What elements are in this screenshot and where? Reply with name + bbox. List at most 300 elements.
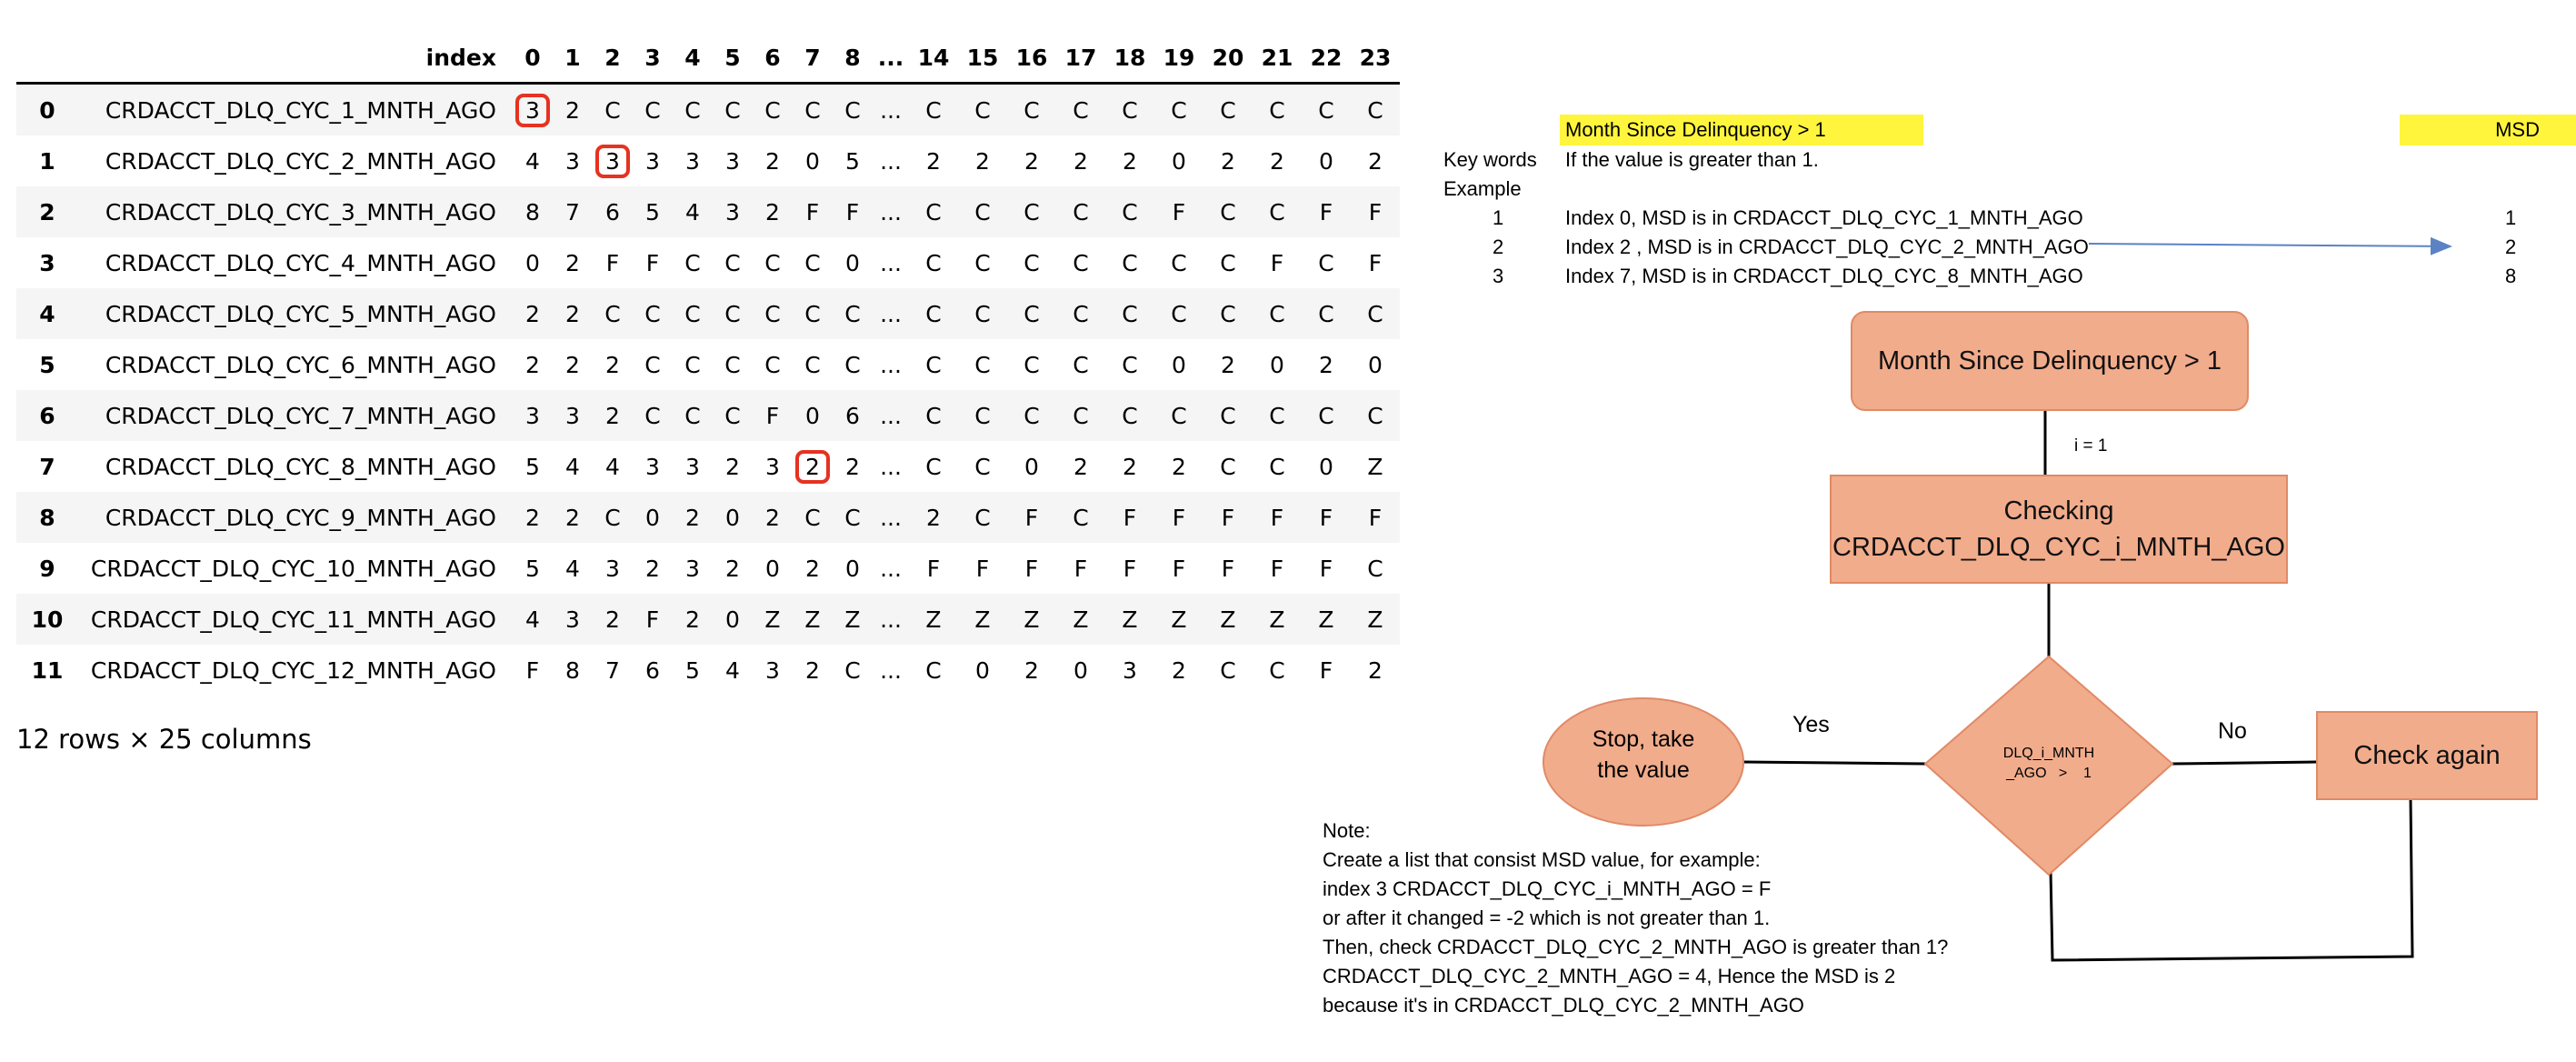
note-line: index 3 CRDACCT_DLQ_CYC_i_MNTH_AGO = F — [1323, 877, 1772, 900]
table-cell: 2 — [725, 555, 740, 582]
table-cell: C — [804, 300, 821, 327]
column-header: 16 — [1007, 33, 1056, 84]
row-label: CRDACCT_DLQ_CYC_8_MNTH_AGO — [105, 453, 496, 480]
table-cell: C — [1073, 402, 1089, 429]
table-cell: 8 — [565, 656, 580, 684]
table-cell: C — [1023, 300, 1040, 327]
table-cell: C — [764, 300, 781, 327]
row-index: 3 — [39, 249, 55, 276]
table-cell: F — [1024, 504, 1039, 531]
table-cell: 0 — [1270, 351, 1284, 378]
table-cell: 6 — [645, 656, 660, 684]
example-arrow — [2089, 244, 2451, 246]
table-cell: 3 — [1123, 656, 1137, 684]
cell-value: 2 — [795, 450, 830, 484]
table-cell: C — [1171, 96, 1187, 124]
table-cell: C — [1073, 249, 1089, 276]
table-cell: 2 — [645, 555, 660, 582]
table-cell: 4 — [525, 606, 540, 633]
table-cell: 8 — [525, 198, 540, 225]
table-cell: C — [684, 402, 701, 429]
table-cell: 0 — [645, 504, 660, 531]
yes-label: Yes — [1792, 712, 1830, 737]
table-cell: C — [844, 96, 861, 124]
row-label: CRDACCT_DLQ_CYC_9_MNTH_AGO — [105, 504, 496, 531]
table-cell: F — [645, 249, 660, 276]
table-cell: 2 — [1172, 453, 1186, 480]
table-cell: C — [1269, 453, 1285, 480]
table-cell: 2 — [1024, 656, 1039, 684]
row-label: CRDACCT_DLQ_CYC_5_MNTH_AGO — [105, 300, 496, 327]
example-msd: 2 — [2505, 235, 2517, 258]
table-cell: C — [644, 300, 661, 327]
table-cell: F — [1270, 249, 1284, 276]
table-cell: 7 — [565, 198, 580, 225]
table-cell: C — [644, 351, 661, 378]
table-cell: 2 — [1123, 453, 1137, 480]
table-cell: C — [974, 198, 991, 225]
row-index: 1 — [39, 147, 55, 175]
table-cell: C — [1073, 504, 1089, 531]
table-cell: 4 — [525, 147, 540, 175]
table-cell: Z — [804, 606, 821, 633]
example-text: Index 0, MSD is in CRDACCT_DLQ_CYC_1_MNTH_AGO — [1565, 206, 2083, 229]
column-header: ... — [873, 33, 909, 84]
table-cell: F — [926, 555, 941, 582]
row-label: CRDACCT_DLQ_CYC_6_MNTH_AGO — [105, 351, 496, 378]
table-cell: 2 — [805, 656, 820, 684]
table-cell: C — [724, 351, 741, 378]
table-cell: 0 — [1073, 656, 1088, 684]
table-cell: 0 — [725, 504, 740, 531]
table-cell: C — [604, 300, 621, 327]
table-cell: C — [844, 300, 861, 327]
table-cell: F — [605, 249, 620, 276]
table-cell: C — [1318, 96, 1334, 124]
table-cell: 3 — [685, 555, 700, 582]
table-cell: C — [1220, 656, 1236, 684]
table-cell: ... — [880, 453, 902, 480]
table-cell: C — [804, 249, 821, 276]
table-cell: 3 — [565, 402, 580, 429]
table-cell: C — [1023, 198, 1040, 225]
column-header: 17 — [1056, 33, 1105, 84]
cell-value: 3 — [515, 94, 550, 127]
table-cell: F — [1319, 504, 1333, 531]
table-cell: F — [525, 656, 540, 684]
table-cell: 2 — [1221, 147, 1235, 175]
table-cell: C — [925, 96, 942, 124]
table-cell: C — [1073, 198, 1089, 225]
table-cell: 2 — [685, 504, 700, 531]
row-label: CRDACCT_DLQ_CYC_12_MNTH_AGO — [90, 656, 496, 684]
table-cell: C — [974, 453, 991, 480]
table-cell: C — [925, 453, 942, 480]
table-cell: C — [974, 96, 991, 124]
table-cell: 2 — [605, 402, 620, 429]
column-header: 1 — [553, 33, 593, 84]
table-cell: 5 — [525, 555, 540, 582]
table-cell: 2 — [1073, 147, 1088, 175]
table-cell: 2 — [1024, 147, 1039, 175]
table-cell: C — [1318, 300, 1334, 327]
row-index: 4 — [39, 300, 55, 327]
column-header: 18 — [1105, 33, 1154, 84]
yes-line — [1743, 762, 1925, 764]
table-cell: C — [1171, 300, 1187, 327]
table-cell: 0 — [1172, 147, 1186, 175]
table-cell: ... — [880, 504, 902, 531]
table-cell: 2 — [1368, 147, 1383, 175]
table-cell: 3 — [765, 453, 780, 480]
table-cell: Z — [925, 606, 942, 633]
stop-node-label — [1543, 724, 1743, 786]
table-cell: Z — [974, 606, 991, 633]
table-cell: F — [1172, 198, 1186, 225]
table-cell: C — [1220, 249, 1236, 276]
table-cell: 2 — [565, 249, 580, 276]
table-cell: 4 — [565, 555, 580, 582]
example-msd: 1 — [2505, 206, 2517, 229]
table-cell: ... — [880, 402, 902, 429]
table-cell: C — [724, 300, 741, 327]
table-cell: 2 — [1319, 351, 1333, 378]
table-cell: 4 — [685, 198, 700, 225]
table-cell: F — [975, 555, 990, 582]
row-label: CRDACCT_DLQ_CYC_7_MNTH_AGO — [105, 402, 496, 429]
table-cell: 3 — [725, 147, 740, 175]
table-cell: 0 — [805, 402, 820, 429]
table-cell: C — [1122, 96, 1138, 124]
table-cell: F — [1123, 555, 1137, 582]
table-cell: Z — [1023, 606, 1040, 633]
table-cell: 3 — [645, 453, 660, 480]
table-cell: 3 — [685, 147, 700, 175]
table-cell: 2 — [565, 504, 580, 531]
row-index: 10 — [31, 606, 64, 633]
row-index: 7 — [39, 453, 55, 480]
table-cell: C — [684, 300, 701, 327]
table-cell: 3 — [725, 198, 740, 225]
table-cell: 0 — [1319, 453, 1333, 480]
row-label: CRDACCT_DLQ_CYC_3_MNTH_AGO — [105, 198, 496, 225]
table-cell: C — [925, 351, 942, 378]
table-cell: Z — [1122, 606, 1138, 633]
table-cell: 6 — [845, 402, 860, 429]
table-cell: F — [805, 198, 820, 225]
table-cell: C — [1220, 402, 1236, 429]
example-text: Index 2 , MSD is in CRDACCT_DLQ_CYC_2_MNTH_AGO — [1565, 235, 2089, 258]
column-header: 2 — [593, 33, 633, 84]
table-cell: 3 — [605, 555, 620, 582]
table-cell: C — [844, 351, 861, 378]
note-line: Note: — [1323, 819, 1371, 842]
table-cell: F — [845, 198, 860, 225]
table-cell: C — [804, 96, 821, 124]
table-cell: C — [764, 96, 781, 124]
table-cell: 3 — [645, 147, 660, 175]
note-line: or after it changed = -2 which is not greater than 1. — [1323, 907, 1771, 929]
decision-label — [2000, 744, 2098, 784]
table-cell: 2 — [725, 453, 740, 480]
table-cell: C — [724, 249, 741, 276]
table-cell: 4 — [725, 656, 740, 684]
table-cell: 3 — [525, 402, 540, 429]
table-cell: C — [684, 249, 701, 276]
table-cell: 2 — [525, 504, 540, 531]
note-line: because it's in CRDACCT_DLQ_CYC_2_MNTH_AGO — [1323, 994, 1804, 1017]
table-cell: 2 — [525, 351, 540, 378]
table-cell: ... — [880, 300, 902, 327]
table-cell: 2 — [1368, 656, 1383, 684]
table-cell: 0 — [805, 147, 820, 175]
table-cell: C — [1023, 351, 1040, 378]
stop-line1: Stop, take — [1592, 726, 1695, 752]
row-index: 11 — [31, 656, 64, 684]
column-header: 3 — [633, 33, 673, 84]
example-number: 1 — [1493, 206, 1504, 229]
check-node — [1830, 475, 2288, 584]
table-cell: F — [1319, 198, 1333, 225]
table-cell: 2 — [1073, 453, 1088, 480]
table-cell: ... — [880, 198, 902, 225]
table-cell: C — [1023, 402, 1040, 429]
column-header: 8 — [833, 33, 873, 84]
table-cell: C — [1122, 402, 1138, 429]
table-cell: C — [974, 504, 991, 531]
check-again-label: Check again — [2353, 740, 2501, 770]
table-cell: C — [684, 96, 701, 124]
note-line: Create a list that consist MSD value, for example: — [1323, 848, 1761, 871]
shape-note: 12 rows × 25 columns — [16, 724, 312, 755]
table-cell: C — [644, 402, 661, 429]
table-cell: 4 — [605, 453, 620, 480]
table-cell: F — [1368, 504, 1383, 531]
decision-line1: DLQ_i_MNTH — [2002, 746, 2095, 761]
table-cell: F — [1319, 555, 1333, 582]
table-cell: C — [1220, 96, 1236, 124]
table-cell: C — [974, 351, 991, 378]
table-cell: Z — [844, 606, 861, 633]
table-cell: F — [1024, 555, 1039, 582]
row-label: CRDACCT_DLQ_CYC_2_MNTH_AGO — [105, 147, 496, 175]
table-cell: C — [974, 402, 991, 429]
table-cell: C — [925, 198, 942, 225]
table-cell: F — [1073, 555, 1088, 582]
table-cell: 2 — [605, 351, 620, 378]
table-cell: ... — [880, 656, 902, 684]
table-cell: 2 — [605, 606, 620, 633]
row-index: 2 — [39, 198, 55, 225]
table-cell: C — [1073, 351, 1089, 378]
table-cell: 2 — [1123, 147, 1137, 175]
column-header: 6 — [753, 33, 793, 84]
table-cell: 2 — [975, 147, 990, 175]
table-cell: C — [1269, 656, 1285, 684]
table-cell: C — [925, 402, 942, 429]
table-cell: 2 — [926, 147, 941, 175]
row-index: 6 — [39, 402, 55, 429]
table-cell: 2 — [685, 606, 700, 633]
table-cell: C — [1122, 249, 1138, 276]
column-header: 4 — [673, 33, 713, 84]
table-cell: C — [1318, 402, 1334, 429]
stop-line2: the value — [1597, 757, 1690, 783]
check-node-line2: CRDACCT_DLQ_CYC_i_MNTH_AGO — [1832, 533, 2285, 562]
table-cell: 3 — [565, 606, 580, 633]
table-cell: Z — [764, 606, 781, 633]
row-label: CRDACCT_DLQ_CYC_4_MNTH_AGO — [105, 249, 496, 276]
table-cell: 2 — [765, 198, 780, 225]
start-node-label: Month Since Delinquency > 1 — [1877, 346, 2222, 376]
table-cell: Z — [1269, 606, 1285, 633]
table-cell: 3 — [685, 453, 700, 480]
table-cell: C — [1122, 300, 1138, 327]
column-header: 0 — [513, 33, 553, 84]
table-cell: C — [1220, 300, 1236, 327]
table-cell: F — [1172, 504, 1186, 531]
table-cell: C — [724, 402, 741, 429]
table-cell: 0 — [845, 249, 860, 276]
table-cell: C — [974, 300, 991, 327]
table-cell: C — [764, 249, 781, 276]
column-header: 21 — [1253, 33, 1302, 84]
table-cell: C — [1122, 198, 1138, 225]
table-cell: F — [1368, 198, 1383, 225]
table-cell: ... — [880, 249, 902, 276]
check-again-node — [2316, 711, 2538, 800]
example-label: Example — [1443, 177, 1522, 200]
keywords-text: If the value is greater than 1. — [1565, 148, 1819, 171]
table-cell: F — [1270, 504, 1284, 531]
row-index: 9 — [39, 555, 55, 582]
table-cell: F — [765, 402, 780, 429]
table-cell: 2 — [765, 504, 780, 531]
example-msd: 8 — [2505, 265, 2517, 287]
column-header: 19 — [1154, 33, 1203, 84]
table-cell: C — [1269, 198, 1285, 225]
table-cell: C — [604, 96, 621, 124]
cell-value: 3 — [595, 145, 630, 178]
row-index: 5 — [39, 351, 55, 378]
table-cell: 0 — [975, 656, 990, 684]
table-cell: ... — [880, 147, 902, 175]
table-cell: C — [844, 656, 861, 684]
table-cell: 2 — [926, 504, 941, 531]
table-cell: C — [1220, 453, 1236, 480]
column-header: 23 — [1351, 33, 1400, 84]
table-cell: 0 — [845, 555, 860, 582]
table-cell: F — [1368, 249, 1383, 276]
table-cell: 2 — [565, 351, 580, 378]
table-cell: F — [1319, 656, 1333, 684]
table-cell: C — [1171, 249, 1187, 276]
table-cell: 5 — [525, 453, 540, 480]
table-cell: 2 — [525, 300, 540, 327]
table-cell: C — [804, 504, 821, 531]
table-cell: C — [1023, 96, 1040, 124]
table-cell: C — [764, 351, 781, 378]
table-cell: C — [1269, 300, 1285, 327]
table-cell: F — [1221, 555, 1235, 582]
note-line: CRDACCT_DLQ_CYC_2_MNTH_AGO = 4, Hence the MSD is 2 — [1323, 965, 1896, 987]
table-cell: C — [1171, 402, 1187, 429]
table-cell: 7 — [605, 656, 620, 684]
example-number: 3 — [1493, 265, 1504, 287]
table-cell: 0 — [725, 606, 740, 633]
start-node — [1851, 311, 2249, 411]
table-cell: 3 — [765, 656, 780, 684]
table-cell: C — [604, 504, 621, 531]
table-cell: 2 — [845, 453, 860, 480]
index-header: index — [78, 33, 513, 84]
column-header: 7 — [793, 33, 833, 84]
row-index: 0 — [39, 96, 55, 124]
column-header: 20 — [1203, 33, 1253, 84]
table-cell: C — [1367, 555, 1383, 582]
table-cell: 2 — [565, 300, 580, 327]
example-number: 2 — [1493, 235, 1504, 258]
note-block — [1323, 817, 1948, 1020]
column-header: 5 — [713, 33, 753, 84]
column-header: 15 — [958, 33, 1007, 84]
table-cell: C — [1367, 96, 1383, 124]
table-cell: C — [1269, 96, 1285, 124]
table-cell: F — [1270, 555, 1284, 582]
table-cell: 2 — [1172, 656, 1186, 684]
table-cell: 4 — [565, 453, 580, 480]
note-line: Then, check CRDACCT_DLQ_CYC_2_MNTH_AGO is greater than 1? — [1323, 936, 1949, 958]
table-cell: ... — [880, 351, 902, 378]
table-cell: Z — [1073, 606, 1089, 633]
column-header: 22 — [1302, 33, 1351, 84]
table-cell: F — [1123, 504, 1137, 531]
table-cell: 2 — [805, 555, 820, 582]
table-cell: 0 — [525, 249, 540, 276]
decision-line2: _AGO > 1 — [2006, 766, 2092, 781]
table-cell: 5 — [845, 147, 860, 175]
example-text: Index 7, MSD is in CRDACCT_DLQ_CYC_8_MNTH_AGO — [1565, 265, 2083, 287]
table-cell: C — [684, 351, 701, 378]
table-cell: C — [1367, 300, 1383, 327]
table-cell: ... — [880, 96, 902, 124]
no-label: No — [2218, 718, 2247, 744]
table-cell: 3 — [565, 147, 580, 175]
table-cell: 2 — [1221, 351, 1235, 378]
row-index: 8 — [39, 504, 55, 531]
init-label: i = 1 — [2074, 436, 2108, 456]
table-cell: 0 — [1024, 453, 1039, 480]
table-cell: F — [1172, 555, 1186, 582]
check-node-line1: Checking — [2003, 496, 2114, 526]
table-cell: C — [1122, 351, 1138, 378]
table-cell: ... — [880, 555, 902, 582]
table-cell: C — [644, 96, 661, 124]
table-cell: ... — [880, 606, 902, 633]
table-cell: C — [1367, 402, 1383, 429]
table-cell: 5 — [685, 656, 700, 684]
table-cell: C — [804, 351, 821, 378]
no-line — [2172, 762, 2316, 764]
table-cell: 0 — [1172, 351, 1186, 378]
table-cell: 2 — [565, 96, 580, 124]
table-cell: C — [1220, 198, 1236, 225]
column-header: 14 — [909, 33, 958, 84]
table-cell: F — [1221, 504, 1235, 531]
table-cell: F — [645, 606, 660, 633]
legend-title: Month Since Delinquency > 1 — [1560, 115, 1923, 145]
table-cell: C — [1023, 249, 1040, 276]
